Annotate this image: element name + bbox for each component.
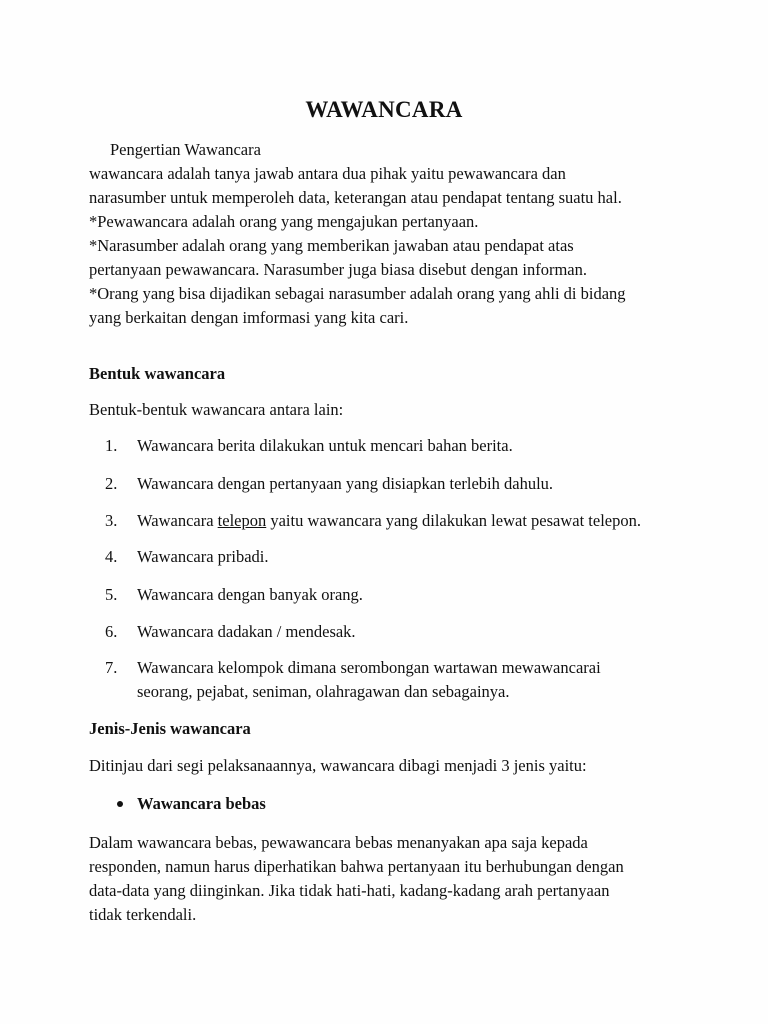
list-number: 3. <box>105 511 118 530</box>
list-item <box>137 511 641 531</box>
intro-line: *Pewawancara adalah orang yang mengajukan pertanyaan. <box>89 212 479 231</box>
list-item: Wawancara kelompok dimana serombongan wartawan mewawancarai <box>137 658 601 677</box>
list-number: 1. <box>105 436 118 455</box>
intro-line: narasumber untuk memperoleh data, keterangan atau pendapat tentang suatu hal. <box>89 188 622 207</box>
list-item-text: Wawancara <box>137 511 218 530</box>
intro-line: pertanyaan pewawancara. Narasumber juga biasa disebut dengan informan. <box>89 260 587 279</box>
intro-line: *Orang yang bisa dijadikan sebagai narasumber adalah orang yang ahli di bidang <box>89 284 626 303</box>
jenis-lead: Ditinjau dari segi pelaksanaannya, wawancara dibagi menjadi 3 jenis yaitu: <box>89 756 587 775</box>
list-item: Wawancara pribadi. <box>137 547 269 566</box>
intro-line: wawancara adalah tanya jawab antara dua pihak yaitu pewawancara dan <box>89 164 566 183</box>
list-item-continuation: seorang, pejabat, seniman, olahragawan dan sebagainya. <box>137 682 510 701</box>
underlined-word: telepon <box>217 511 267 530</box>
list-item-text: yaitu wawancara yang dilakukan lewat pesawat telepon. <box>266 511 641 530</box>
bentuk-heading: Bentuk wawancara <box>89 364 226 383</box>
bullet-icon <box>117 801 123 807</box>
list-item: Wawancara dengan pertanyaan yang disiapkan terlebih dahulu. <box>137 474 554 493</box>
list-item: Wawancara dadakan / mendesak. <box>137 622 356 641</box>
intro-line: yang berkaitan dengan imformasi yang kita cari. <box>89 308 409 327</box>
paragraph-line: tidak terkendali. <box>89 905 197 924</box>
bentuk-lead: Bentuk-bentuk wawancara antara lain: <box>89 400 344 419</box>
intro-line: *Narasumber adalah orang yang memberikan jawaban atau pendapat atas <box>89 236 574 255</box>
document-title: WAWANCARA <box>305 97 463 122</box>
paragraph-line: data-data yang diinginkan. Jika tidak hati-hati, kadang-kadang arah pertanyaan <box>89 881 610 900</box>
list-number: 7. <box>105 658 118 677</box>
list-item: Wawancara berita dilakukan untuk mencari bahan berita. <box>137 436 513 455</box>
intro-heading: Pengertian Wawancara <box>110 140 261 159</box>
list-number: 2. <box>105 474 118 493</box>
list-item: Wawancara dengan banyak orang. <box>137 585 363 604</box>
bullet-item: Wawancara bebas <box>137 794 266 813</box>
list-number: 6. <box>105 622 118 641</box>
paragraph-line: responden, namun harus diperhatikan bahwa pertanyaan itu berhubungan dengan <box>89 857 624 876</box>
jenis-heading: Jenis-Jenis wawancara <box>89 719 251 738</box>
list-number: 4. <box>105 547 118 566</box>
list-number: 5. <box>105 585 118 604</box>
paragraph-line: Dalam wawancara bebas, pewawancara bebas menanyakan apa saja kepada <box>89 833 588 852</box>
